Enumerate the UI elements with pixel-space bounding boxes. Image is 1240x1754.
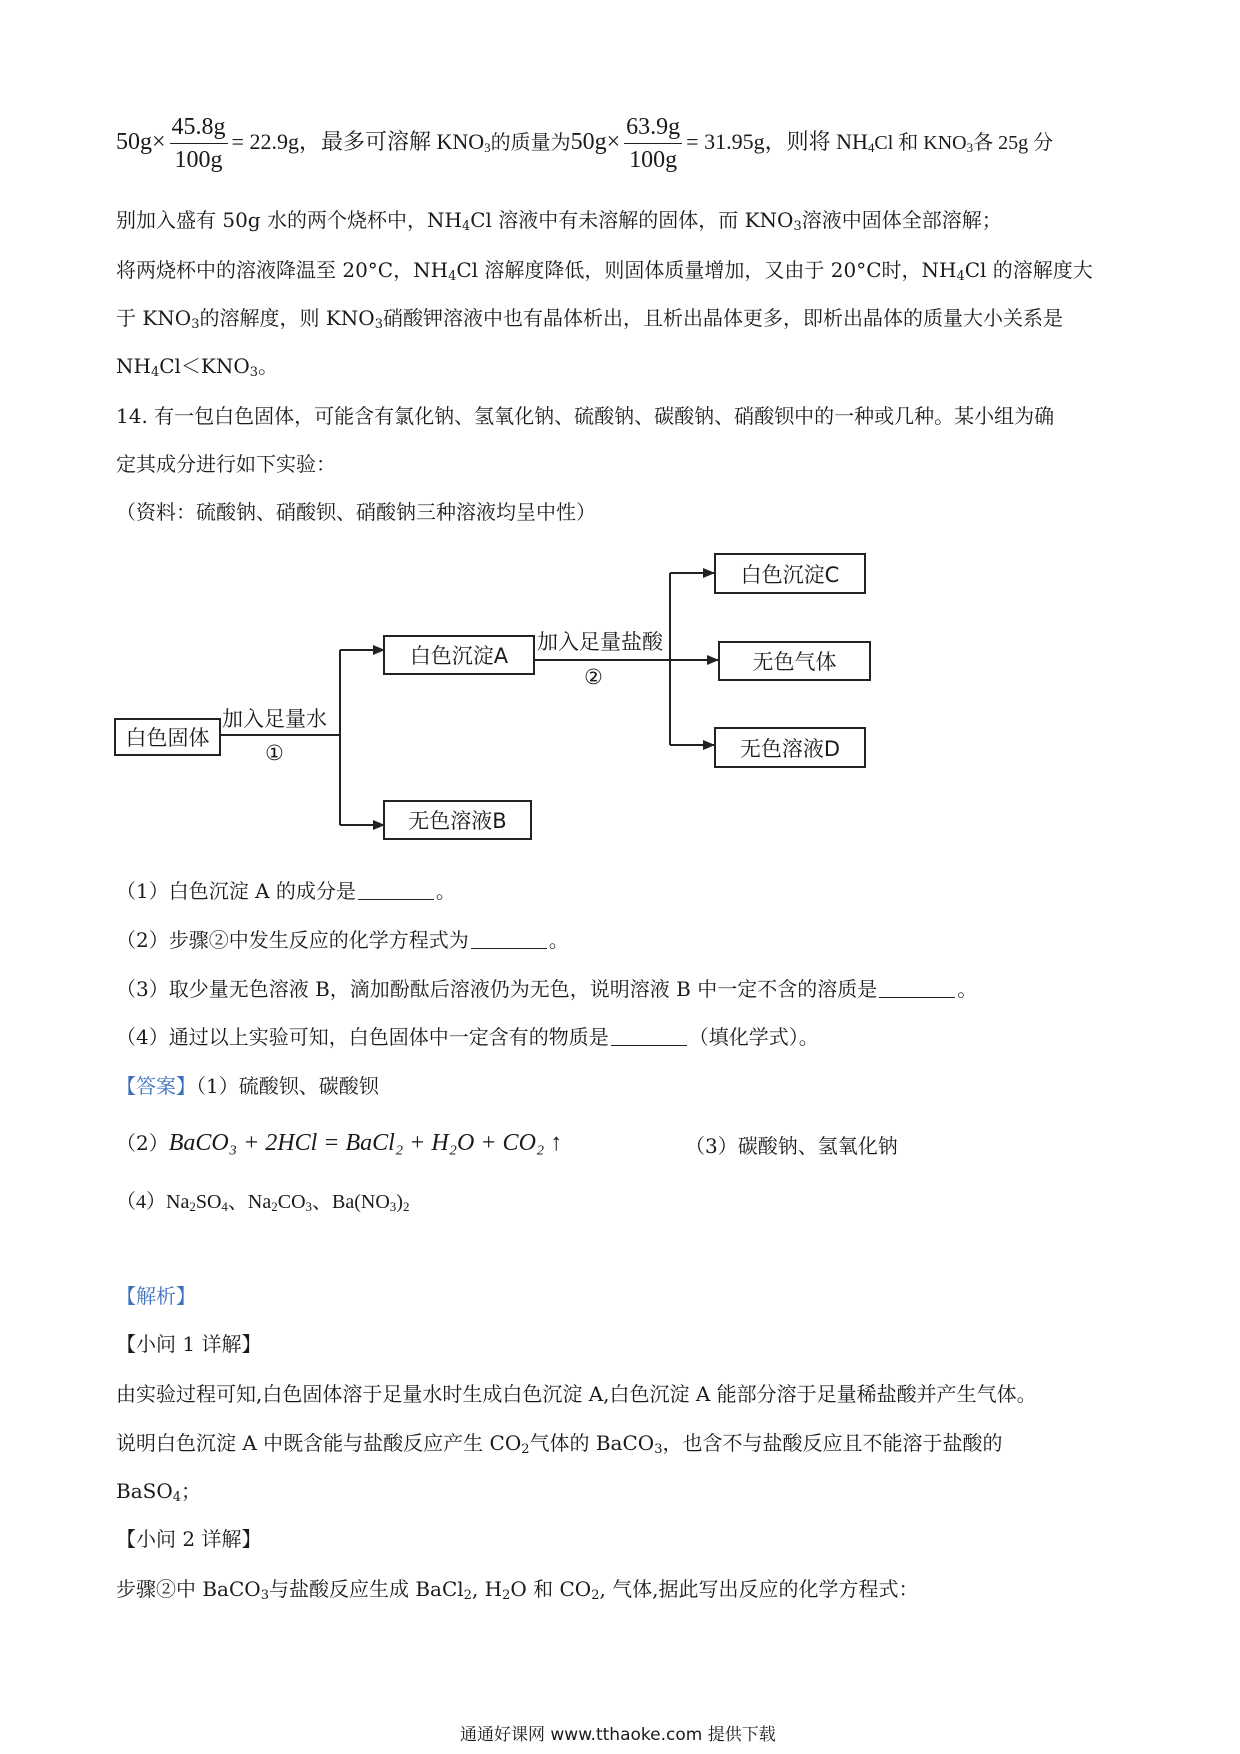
analysis-line-1: 由实验过程可知,白色固体溶于足量水时生成白色沉淀 A,白色沉淀 A 能部分溶于足量稀盐酸并产生气体。: [116, 1382, 1037, 1406]
answer-line-1: 【答案】（1）硫酸钡、碳酸钡: [116, 1074, 379, 1098]
question-14-line-1: 14. 有一包白色固体，可能含有氯化钠、氢氧化钠、硫酸钠、碳酸钠、硝酸钡中的一种或几种。某小组为确: [116, 404, 1055, 428]
label-step-1: ①: [265, 741, 284, 765]
fraction-kno3: $\frac{63.9g}{100g}$: [626, 114, 681, 173]
page-footer: 通通好课网 www.tthaoke.com 提供下载: [460, 1725, 776, 1745]
sub-question-1-heading: 【小问 1 详解】: [116, 1332, 262, 1356]
question-14-note: （资料：硫酸钠、硝酸钡、硝酸钠三种溶液均呈中性）: [116, 500, 596, 524]
label-step-2: ②: [584, 665, 603, 689]
answer-blank-4: [611, 1027, 687, 1046]
answer-blank-3: [879, 979, 955, 998]
box-solution-b: 无色溶液B: [383, 800, 532, 840]
box-solution-d: 无色溶液D: [714, 727, 866, 768]
paragraph-line-2: 将两烧杯中的溶液降温至 20°C，$NH_4Cl$ 溶解度降低，则固体质量增加，又由于 20°C时，$NH_4Cl$ 的溶解度大: [116, 258, 1093, 284]
equation: BaCO₃ + 2HCl = BaCl₂ + H₂O + CO₂ ↑: [168, 1130, 563, 1156]
analysis-line-2: 说明白色沉淀 A 中既含能与盐酸反应产生 $CO_2$气体的 BaCO$_3$，也含不与盐酸反应且不能溶于盐酸的: [116, 1431, 1003, 1457]
answer-3: （3）碳酸钠、氢氧化钠: [685, 1134, 898, 1158]
question-1: （1）白色沉淀 A 的成分是 。: [116, 879, 456, 903]
analysis-line-4: 步骤②中 BaCO$_3$与盐酸反应生成 BaCl$_2$, $H_2O$ 和 $CO_2$, 气体,据此写出反应的化学方程式：: [116, 1577, 919, 1603]
paragraph-line-4: $NH_4Cl<KNO_3$。: [116, 354, 279, 380]
box-precipitate-a: 白色沉淀A: [383, 635, 535, 675]
answer-tag: 【答案】: [116, 1074, 196, 1098]
answer-blank-1: [358, 881, 434, 900]
answer-line-2: （2）BaCO₃ + 2HCl = BaCl₂ + H₂O + CO₂ ↑: [116, 1130, 563, 1156]
question-2: （2）步骤②中发生反应的化学方程式为 。: [116, 928, 569, 952]
calc-line: 50g× $\frac{45.8g}{100g}$ = 22.9g，最多可溶解 $KNO_3$的质量为50g× $\frac{63.9g}{100g}$ = 31.95g，则将 $NH_4Cl$ 和 $KNO_3$各 25g 分: [116, 114, 1054, 173]
analysis-tag: 【解析】: [116, 1284, 196, 1308]
calc-mass-1: 50g×: [116, 129, 166, 156]
analysis-line-3: BaSO$_4$；: [116, 1479, 201, 1505]
box-colorless-gas: 无色气体: [718, 641, 871, 681]
answer-line-4: $(4)Na_2SO_4$、$Na_2CO_3$、$Ba(NO_3)_2$: [116, 1191, 410, 1214]
fraction-nh4cl: $\frac{45.8g}{100g}$: [171, 114, 226, 173]
box-precipitate-c: 白色沉淀C: [714, 553, 866, 594]
label-add-water: 加入足量水: [222, 707, 327, 731]
sub-question-2-heading: 【小问 2 详解】: [116, 1527, 262, 1551]
question-4: （4）通过以上实验可知，白色固体中一定含有的物质是 （填化学式）。: [116, 1025, 819, 1049]
question-14-line-2: 定其成分进行如下实验：: [116, 452, 336, 476]
paragraph-line-3: 于 $KNO_3$的溶解度，则 $KNO_3$硝酸钾溶液中也有晶体析出，且析出晶体更多，即析出晶体的质量大小关系是: [116, 306, 1063, 332]
paragraph-line-1: 别加入盛有 50g 水的两个烧杯中，$NH_4Cl$ 溶液中有未溶解的固体，而 $KNO_3$溶液中固体全部溶解；: [116, 208, 1002, 234]
answer-blank-2: [471, 930, 547, 949]
question-3: （3）取少量无色溶液 B，滴加酚酞后溶液仍为无色，说明溶液 B 中一定不含的溶质是 。: [116, 977, 978, 1001]
label-add-hcl: 加入足量盐酸: [537, 630, 663, 654]
box-white-solid: 白色固体: [114, 718, 221, 756]
